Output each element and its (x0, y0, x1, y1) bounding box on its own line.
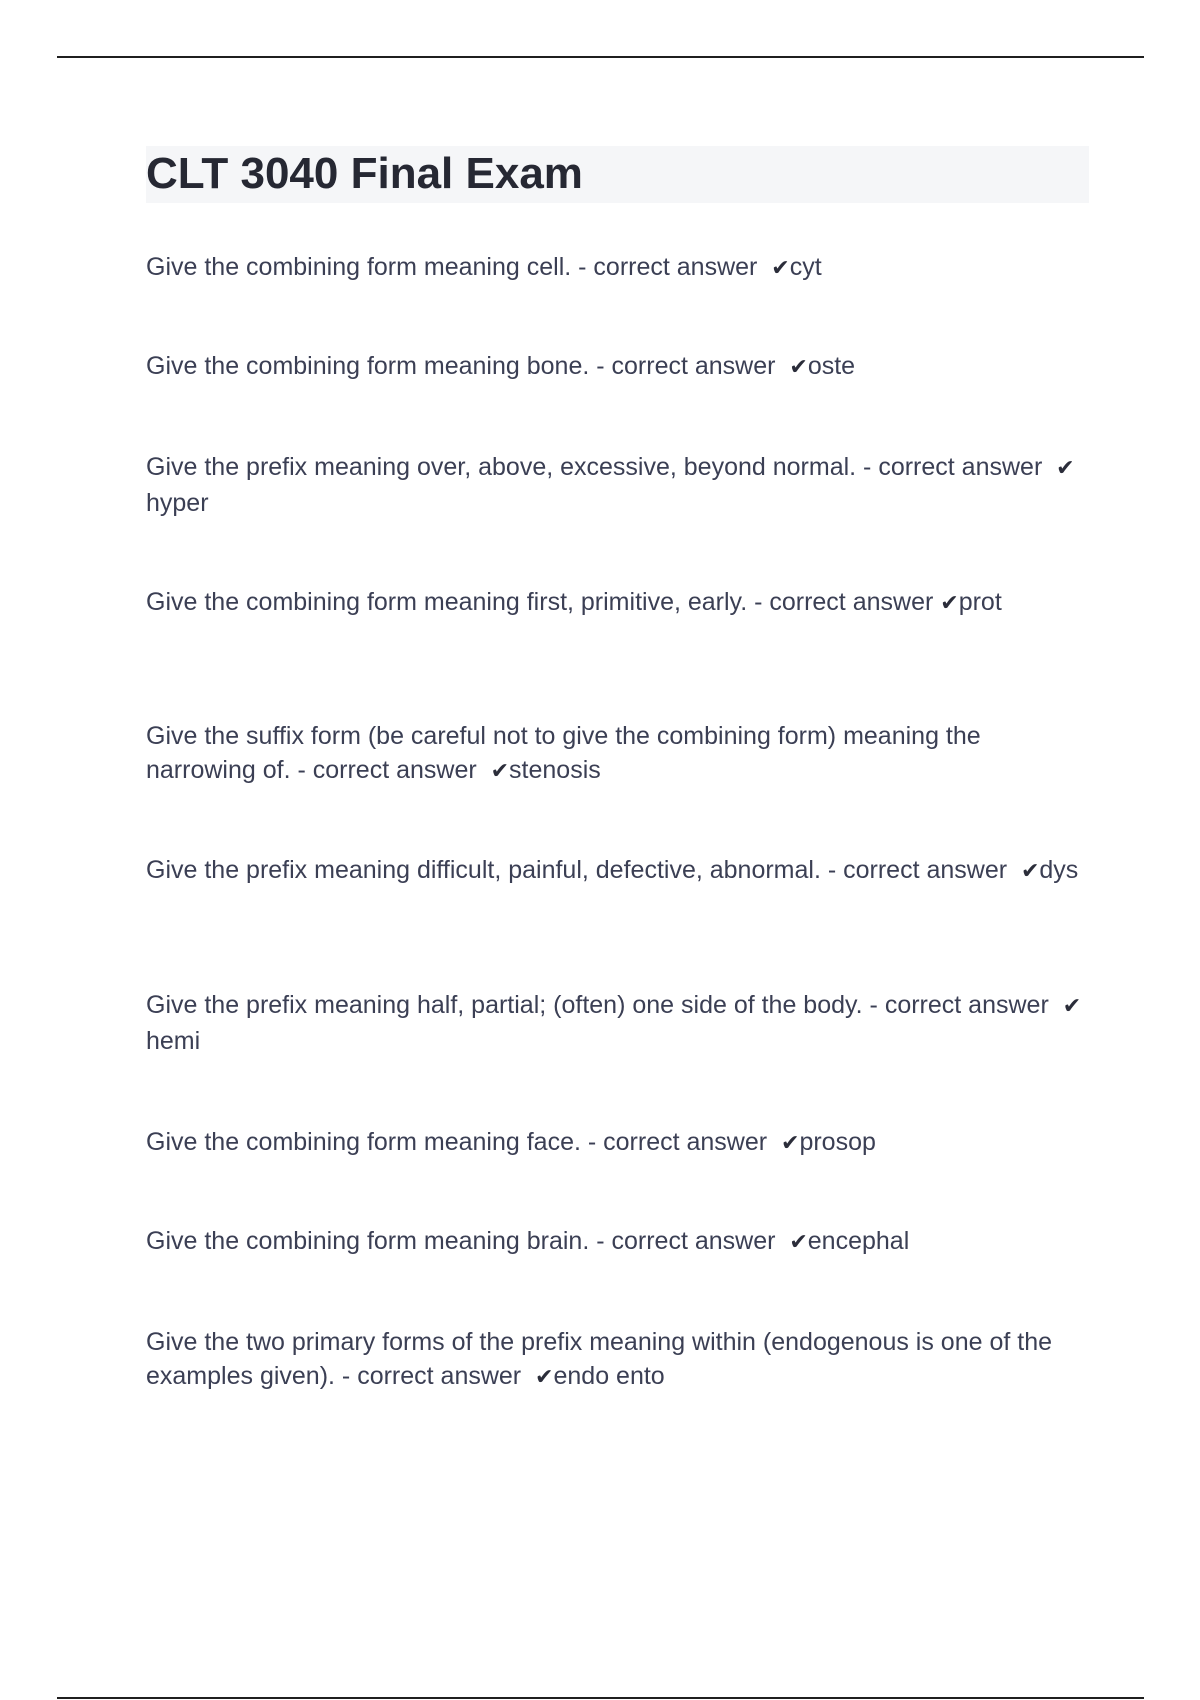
question-text: Give the combining form meaning bone. - correct answer (146, 352, 776, 380)
answer-text: oste (807, 352, 856, 380)
question-text: Give the suffix form (be careful not to give the combining form) meaning the narrowing of. - correct answer (146, 722, 981, 784)
checkmark-icon: ✔ (535, 1365, 554, 1390)
checkmark-icon: ✔ (771, 256, 790, 281)
question-text: Give the combining form meaning face. - correct answer (146, 1128, 768, 1156)
checkmark-icon: ✔ (789, 1230, 808, 1255)
qa-item (146, 450, 1096, 520)
qa-item (146, 250, 1096, 286)
bottom-rule (57, 1697, 1144, 1699)
question-text: Give the combining form meaning cell. - correct answer (146, 253, 758, 281)
checkmark-icon: ✔ (789, 355, 808, 380)
qa-item (146, 853, 1096, 889)
question-text: Give the prefix meaning half, partial; (often) one side of the body. - correct answer (146, 991, 1049, 1019)
answer-text: endo ento (553, 1362, 665, 1390)
qa-item (146, 988, 1096, 1058)
checkmark-icon: ✔ (940, 591, 959, 616)
qa-item (146, 1224, 1096, 1260)
answer-text: hyper (146, 489, 209, 517)
checkmark-icon: ✔ (490, 759, 510, 784)
question-text: Give the combining form meaning first, primitive, early. - correct answer (146, 588, 934, 616)
question-text: Give the combining form meaning brain. - correct answer (146, 1227, 776, 1255)
answer-text: cyt (789, 253, 822, 281)
question-text: Give the prefix meaning difficult, painful, defective, abnormal. - correct answer (146, 856, 1008, 884)
qa-item (146, 585, 1096, 621)
question-text: Give the prefix meaning over, above, excessive, beyond normal. - correct answer (146, 453, 1043, 481)
question-text: Give the two primary forms of the prefix meaning within (endogenous is one of the examples given). - correct answer (146, 1328, 1053, 1390)
checkmark-icon: ✔ (1056, 456, 1075, 481)
qa-item (146, 719, 1096, 789)
answer-text: stenosis (509, 756, 601, 784)
qa-item (146, 349, 1096, 385)
checkmark-icon: ✔ (1020, 859, 1040, 884)
qa-item (146, 1125, 1096, 1161)
answer-text: encephal (807, 1227, 910, 1255)
top-rule (57, 56, 1144, 58)
answer-text: prot (958, 588, 1002, 616)
answer-text: dys (1039, 856, 1079, 884)
page-title: CLT 3040 Final Exam (146, 149, 583, 198)
checkmark-icon: ✔ (1062, 994, 1082, 1019)
qa-item (146, 1325, 1096, 1395)
checkmark-icon: ✔ (781, 1131, 800, 1156)
answer-text: hemi (146, 1027, 201, 1055)
answer-text: prosop (799, 1128, 876, 1156)
